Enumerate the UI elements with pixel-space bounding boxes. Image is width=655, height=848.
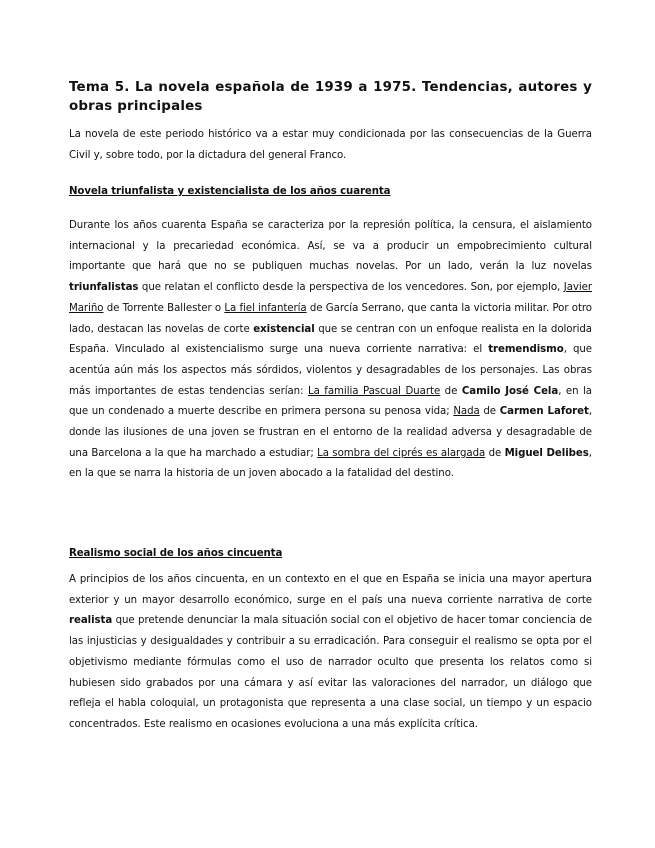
document-title: Tema 5. La novela española de 1939 a 1975. Tendencias, autores y obras principales (69, 80, 592, 114)
intro-paragraph: La novela de este periodo histórico va a estar muy condicionada por las consecuencias de la Guerra Civil y, sobre todo, por la dictadura del general Franco. (69, 129, 592, 161)
text: de García Serrano, que canta la victoria militar. Por otro lado, destacan las novelas de corte (69, 302, 592, 335)
text: de (440, 385, 462, 397)
text: , en la que se narra la historia de un joven abocado a la fatalidad del destino. (69, 447, 592, 480)
text: , donde las ilusiones de una joven se frustran en el entorno de la realidad adversa y desagradable de una Barcelona a la que ha marchado a estudiar; (69, 406, 593, 459)
bold-term: realista (69, 615, 113, 627)
author-name: Carmen Laforet (499, 406, 589, 418)
bold-term: existencial (253, 323, 315, 335)
text: que relatan el conflicto desde la perspectiva de los vencedores. Son, por ejemplo, (138, 282, 564, 294)
bold-term: triunfalistas (69, 282, 139, 294)
text: , en la que un condenado a muerte describe en primera persona su penosa vida; (69, 385, 592, 418)
text: de (485, 447, 505, 459)
text: A principios de los años cincuenta, en un contexto en el que en España se inicia una mayor apertura exterior y un mayor desarrollo económico, surge en el país una nueva corriente narrativa de corte (69, 574, 592, 606)
work-title: La familia Pascual Duarte (307, 385, 441, 397)
section-heading-1940s: Novela triunfalista y existencialista de los años cuarenta (69, 186, 391, 197)
bold-term: tremendismo (488, 344, 564, 356)
work-title: Javier Mariño (69, 282, 592, 314)
text: que se centran con un enfoque realista en la dolorida España. Vinculado al existencialismo surge una nueva corriente narrativa: el (69, 323, 592, 356)
text: de Torrente Ballester o (103, 302, 225, 314)
work-title: La sombra del ciprés es alargada (317, 447, 486, 459)
author-name: Miguel Delibes (504, 447, 589, 459)
text: de (479, 406, 500, 418)
section-heading-1950s: Realismo social de los años cincuenta (69, 548, 283, 559)
work-title: La fiel infantería (224, 302, 307, 314)
text: que pretende denunciar la mala situación social con el objetivo de hacer tomar conciencia de las injusticias y desigualdades y contribuir a su erradicación. Para conseguir el realismo se opta por el objetivismo mediante fórmulas como el uso de narrador oculto que presenta los relatos como si hubiesen sido grabados por una cámara y así evitar las valoraciones del narrador, un diálogo que refleja el habla coloquial, un protagonista que representa a una clase social, un tiempo y un espacio concentrados. Este realismo en ocasiones evoluciona a una más explícita crítica. (69, 615, 592, 730)
paragraph-1950s (69, 570, 592, 736)
text: Durante los años cuarenta España se caracteriza por la represión política, la censura, el aislamiento internacional y la precariedad económica. Así, se va a producir un empobrecimiento cultural importante que hará que no se publiquen muchas novelas. Por un lado, verán la luz novelas (69, 220, 592, 273)
paragraph-1940s (69, 216, 592, 485)
author-name: Camilo José Cela (461, 385, 559, 397)
text: , que acentúa aún más los aspectos más sórdidos, violentos y desagradables de los personajes. Las obras más importantes de estas tendencias serían: (69, 344, 593, 397)
work-title: Nada (453, 406, 480, 418)
